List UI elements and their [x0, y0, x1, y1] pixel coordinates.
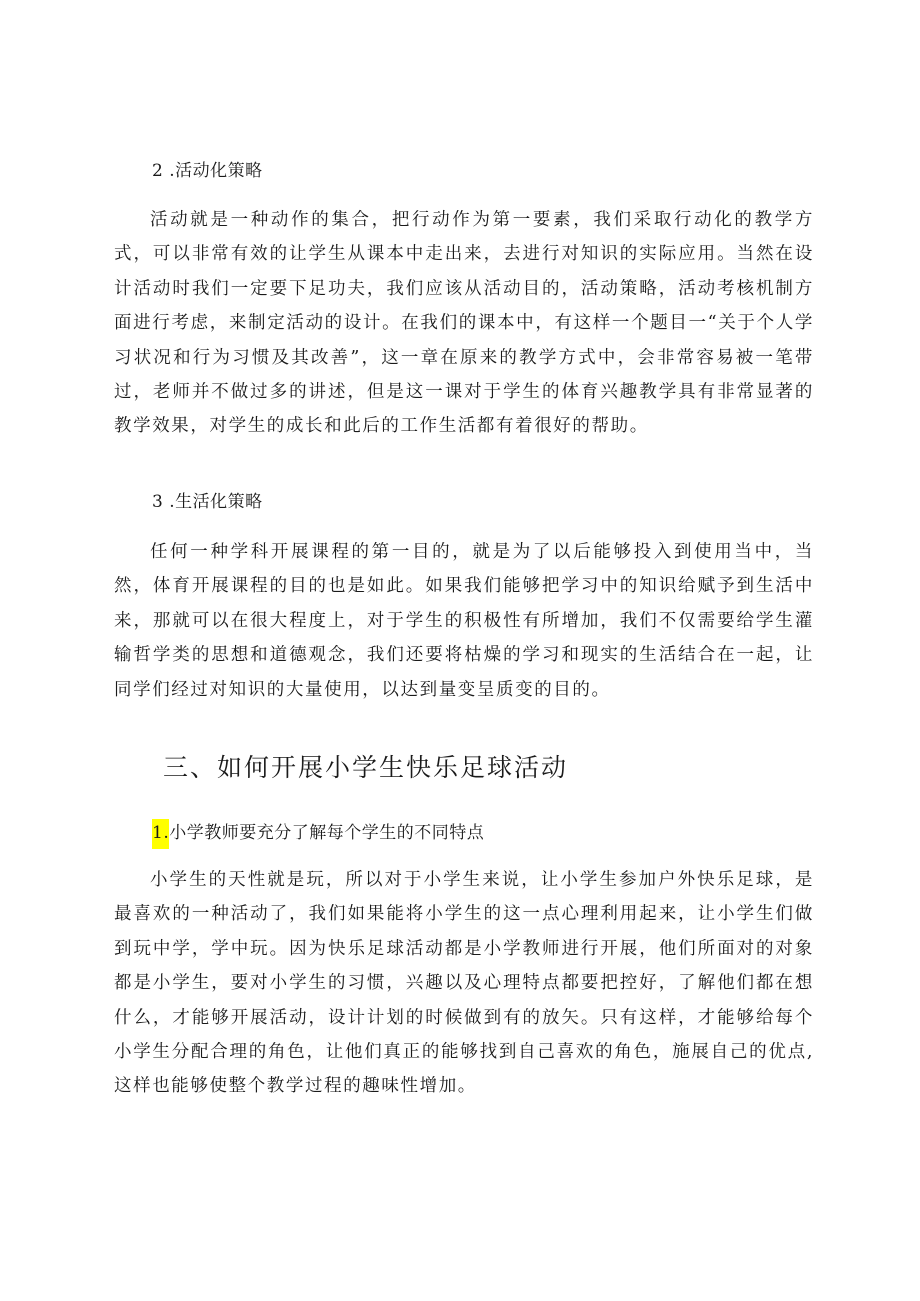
subsection-heading-2: 2 .活动化策略: [152, 161, 263, 181]
item-heading-1: [152, 819, 484, 849]
highlighted-item-number: 1.: [152, 819, 169, 849]
subsection-2-paragraph: 活动就是一种动作的集合，把行动作为第一要素，我们采取行动化的教学方式，可以非常有效的让学生从课本中走出来，去进行对知识的实际应用。当然在设计活动时我们一定要下足功夫，我们应该从活动目的，活动策略，活动考核机制方面进行考虑，来制定活动的设计。在我们的课本中，有这样一个题目一“关于个人学习状况和行为习惯及其改善”，这一章在原来的教学方式中，会非常容易被一笔带过，老师并不做过多的讲述，但是这一课对于学生的体育兴趣教学具有非常显著的教学效果，对学生的成长和此后的工作生活都有着很好的帮助。: [114, 210, 814, 437]
item-1-paragraph: 小学生的天性就是玩，所以对于小学生来说，让小学生参加户外快乐足球，是最喜欢的一种活动了，我们如果能将小学生的这一点心理利用起来，让小学生们做到玩中学，学中玩。因为快乐足球活动都是小学教师进行开展，他们所面对的对象都是小学生，要对小学生的习惯，兴趣以及心理特点都要把控好，了解他们都在想什么，才能够开展活动，设计计划的时候做到有的放矢。只有这样，才能够给每个小学生分配合理的角色，让他们真正的能够找到自己喜欢的角色，施展自己的优点,这样也能够使整个教学过程的趣味性增加。: [114, 870, 814, 1097]
item-heading-text: 小学教师要充分了解每个学生的不同特点: [169, 823, 485, 843]
section-title-part-3: 三、如何开展小学生快乐足球活动: [163, 753, 569, 782]
subsection-3-paragraph: 任何一种学科开展课程的第一目的，就是为了以后能够投入到使用当中，当然，体育开展课程的目的也是如此。如果我们能够把学习中的知识给赋予到生活中来，那就可以在很大程度上，对于学生的积极性有所增加，我们不仅需要给学生灌输哲学类的思想和道德观念，我们还要将枯燥的学习和现实的生活结合在一起，让同学们经过对知识的大量使用，以达到量变呈质变的目的。: [114, 542, 814, 700]
subsection-heading-3: 3 .生活化策略: [152, 492, 263, 512]
